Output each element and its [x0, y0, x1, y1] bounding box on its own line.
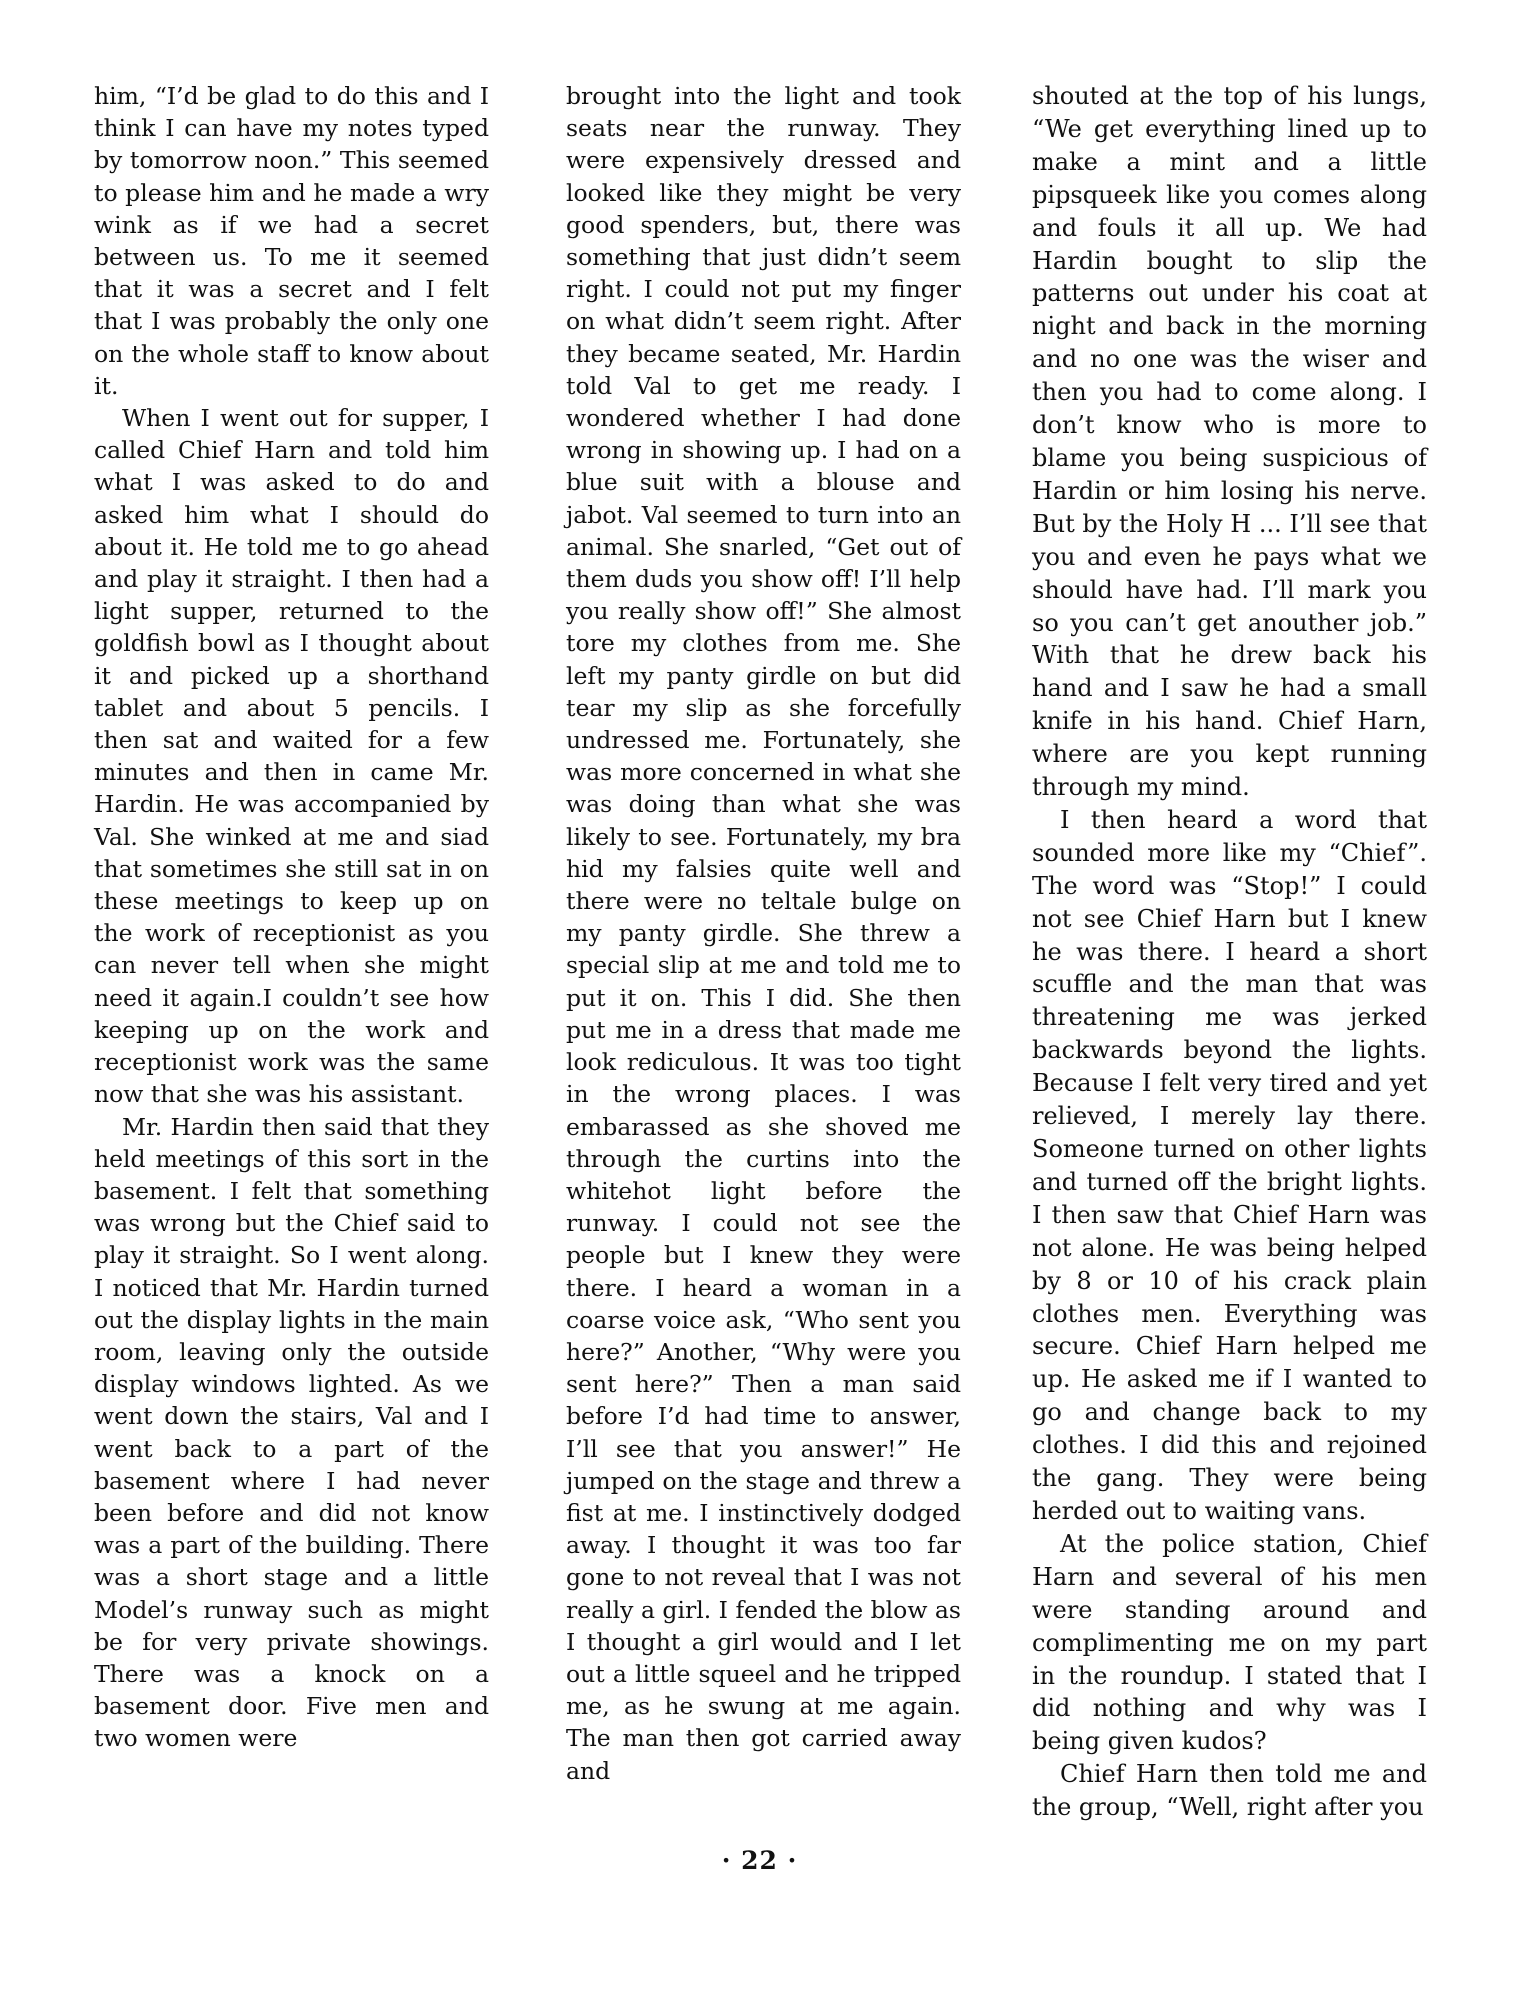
text-column-3 [1032, 80, 1427, 1824]
paragraph: shouted at the top of his lungs, “We get everything lined up to make a mint and a little pipsqueek like you comes along and fouls it all up. We had Hardin bought to slip the patterns out under his coat at night and back in the morning and no one was the wiser and then you had to come along. I don’t know who is more to blame you being suspicious of Hardin or him losing his nerve. But by the Holy H ... I’ll see that you and even he pays what we should have had. I’ll mark you so you can’t get anouther job.” With that he drew back his hand and I saw he had a small knife in his hand. Chief Harn, where are you kept running through my mind. [1032, 82, 1427, 802]
paragraph: him, “I’d be glad to do this and I think I can have my notes typed by tomorrow noon.” This seemed to please him and he made a wry wink as if we had a secret between us. To me it seemed that it was a secret and I felt that I was probably the only one on the whole staff to know about it. [94, 82, 489, 400]
paragraph: I then heard a word that sounded more like my “Chief”. The word was “Stop!” I could not see Chief Harn but I knew he was there. I heard a short scuffle and the man that was threatening me was jerked backwards beyond the lights. Because I felt very tired and yet relieved, I merely lay there. Someone turned on other lights and turned off the bright lights. I then saw that Chief Harn was not alone. He was being helped by 8 or 10 of his crack plain clothes men. Everything was secure. Chief Harn helped me up. He asked me if I wanted to go and change back to my clothes. I did this and rejoined the gang. They were being herded out to waiting vans. [1032, 805, 1427, 1525]
paragraph: When I went out for supper, I called Chief Harn and told him what I was asked to do and asked him what I should do about it. He told me to go ahead and play it straight. I then had a light supper, returned to the goldfish bowl as I thought about it and picked up a shorthand tablet and about 5 pencils. I then sat and waited for a few minutes and then in came Mr. Hardin. He was accompanied by Val. She winked at me and siad that sometimes she still sat in on these meetings to keep up on the work of receptionist as you can never tell when she might need it again.I couldn’t see how keeping up on the work and receptionist work was the same now that she was his assistant. [94, 404, 489, 1109]
text-column-1 [94, 80, 489, 1755]
paragraph: Mr. Hardin then said that they held meetings of this sort in the basement. I felt that something was wrong but the Chief said to play it straight. So I went along. I noticed that Mr. Hardin turned out the display lights in the main room, leaving only the outside display windows lighted. As we went down the stairs, Val and I went back to a part of the basement where I had never been before and did not know was a part of the building. There was a short stage and a little Model’s runway such as might be for very private showings. There was a knock on a basement door. Five men and two women were [94, 1112, 489, 1753]
text-column-2 [566, 80, 961, 1787]
paragraph: At the police station, Chief Harn and several of his men were standing around and complimenting me on my part in the roundup. I stated that I did nothing and why was I being given kudos? [1032, 1529, 1427, 1756]
page-number: · 22 · [721, 1846, 798, 1875]
paragraph: Chief Harn then told me and the group, “Well, right after you [1032, 1760, 1427, 1822]
paragraph: brought into the light and took seats near the runway. They were expensively dressed and looked like they might be very good spenders, but, there was something that just didn’t seem right. I could not put my finger on what didn’t seem right. After they became seated, Mr. Hardin told Val to get me ready. I wondered whether I had done wrong in showing up. I had on a blue suit with a blouse and jabot. Val seemed to turn into an animal. She snarled, “Get out of them duds you show off! I’ll help you really show off!” She almost tore my clothes from me. She left my panty girdle on but did tear my slip as she forcefully undressed me. Fortunately, she was more concerned in what she was doing than what she was likely to see. Fortunately, my bra hid my falsies quite well and there were no teltale bulge on my panty girdle. She threw a special slip at me and told me to put it on. This I did. She then put me in a dress that made me look rediculous. It was too tight in the wrong places. I was embarassed as she shoved me through the curtins into the whitehot light before the runway. I could not see the people but I knew they were there. I heard a woman in a coarse voice ask, “Who sent you here?” Another, “Why were you sent here?” Then a man said before I’d had time to answer, I’ll see that you answer!” He jumped on the stage and threw a fist at me. I instinctively dodged away. I thought it was too far gone to not reveal that I was not really a girl. I fended the blow as I thought a girl would and I let out a little squeel and he tripped me, as he swung at me again. The man then got carried away and [566, 82, 961, 1785]
